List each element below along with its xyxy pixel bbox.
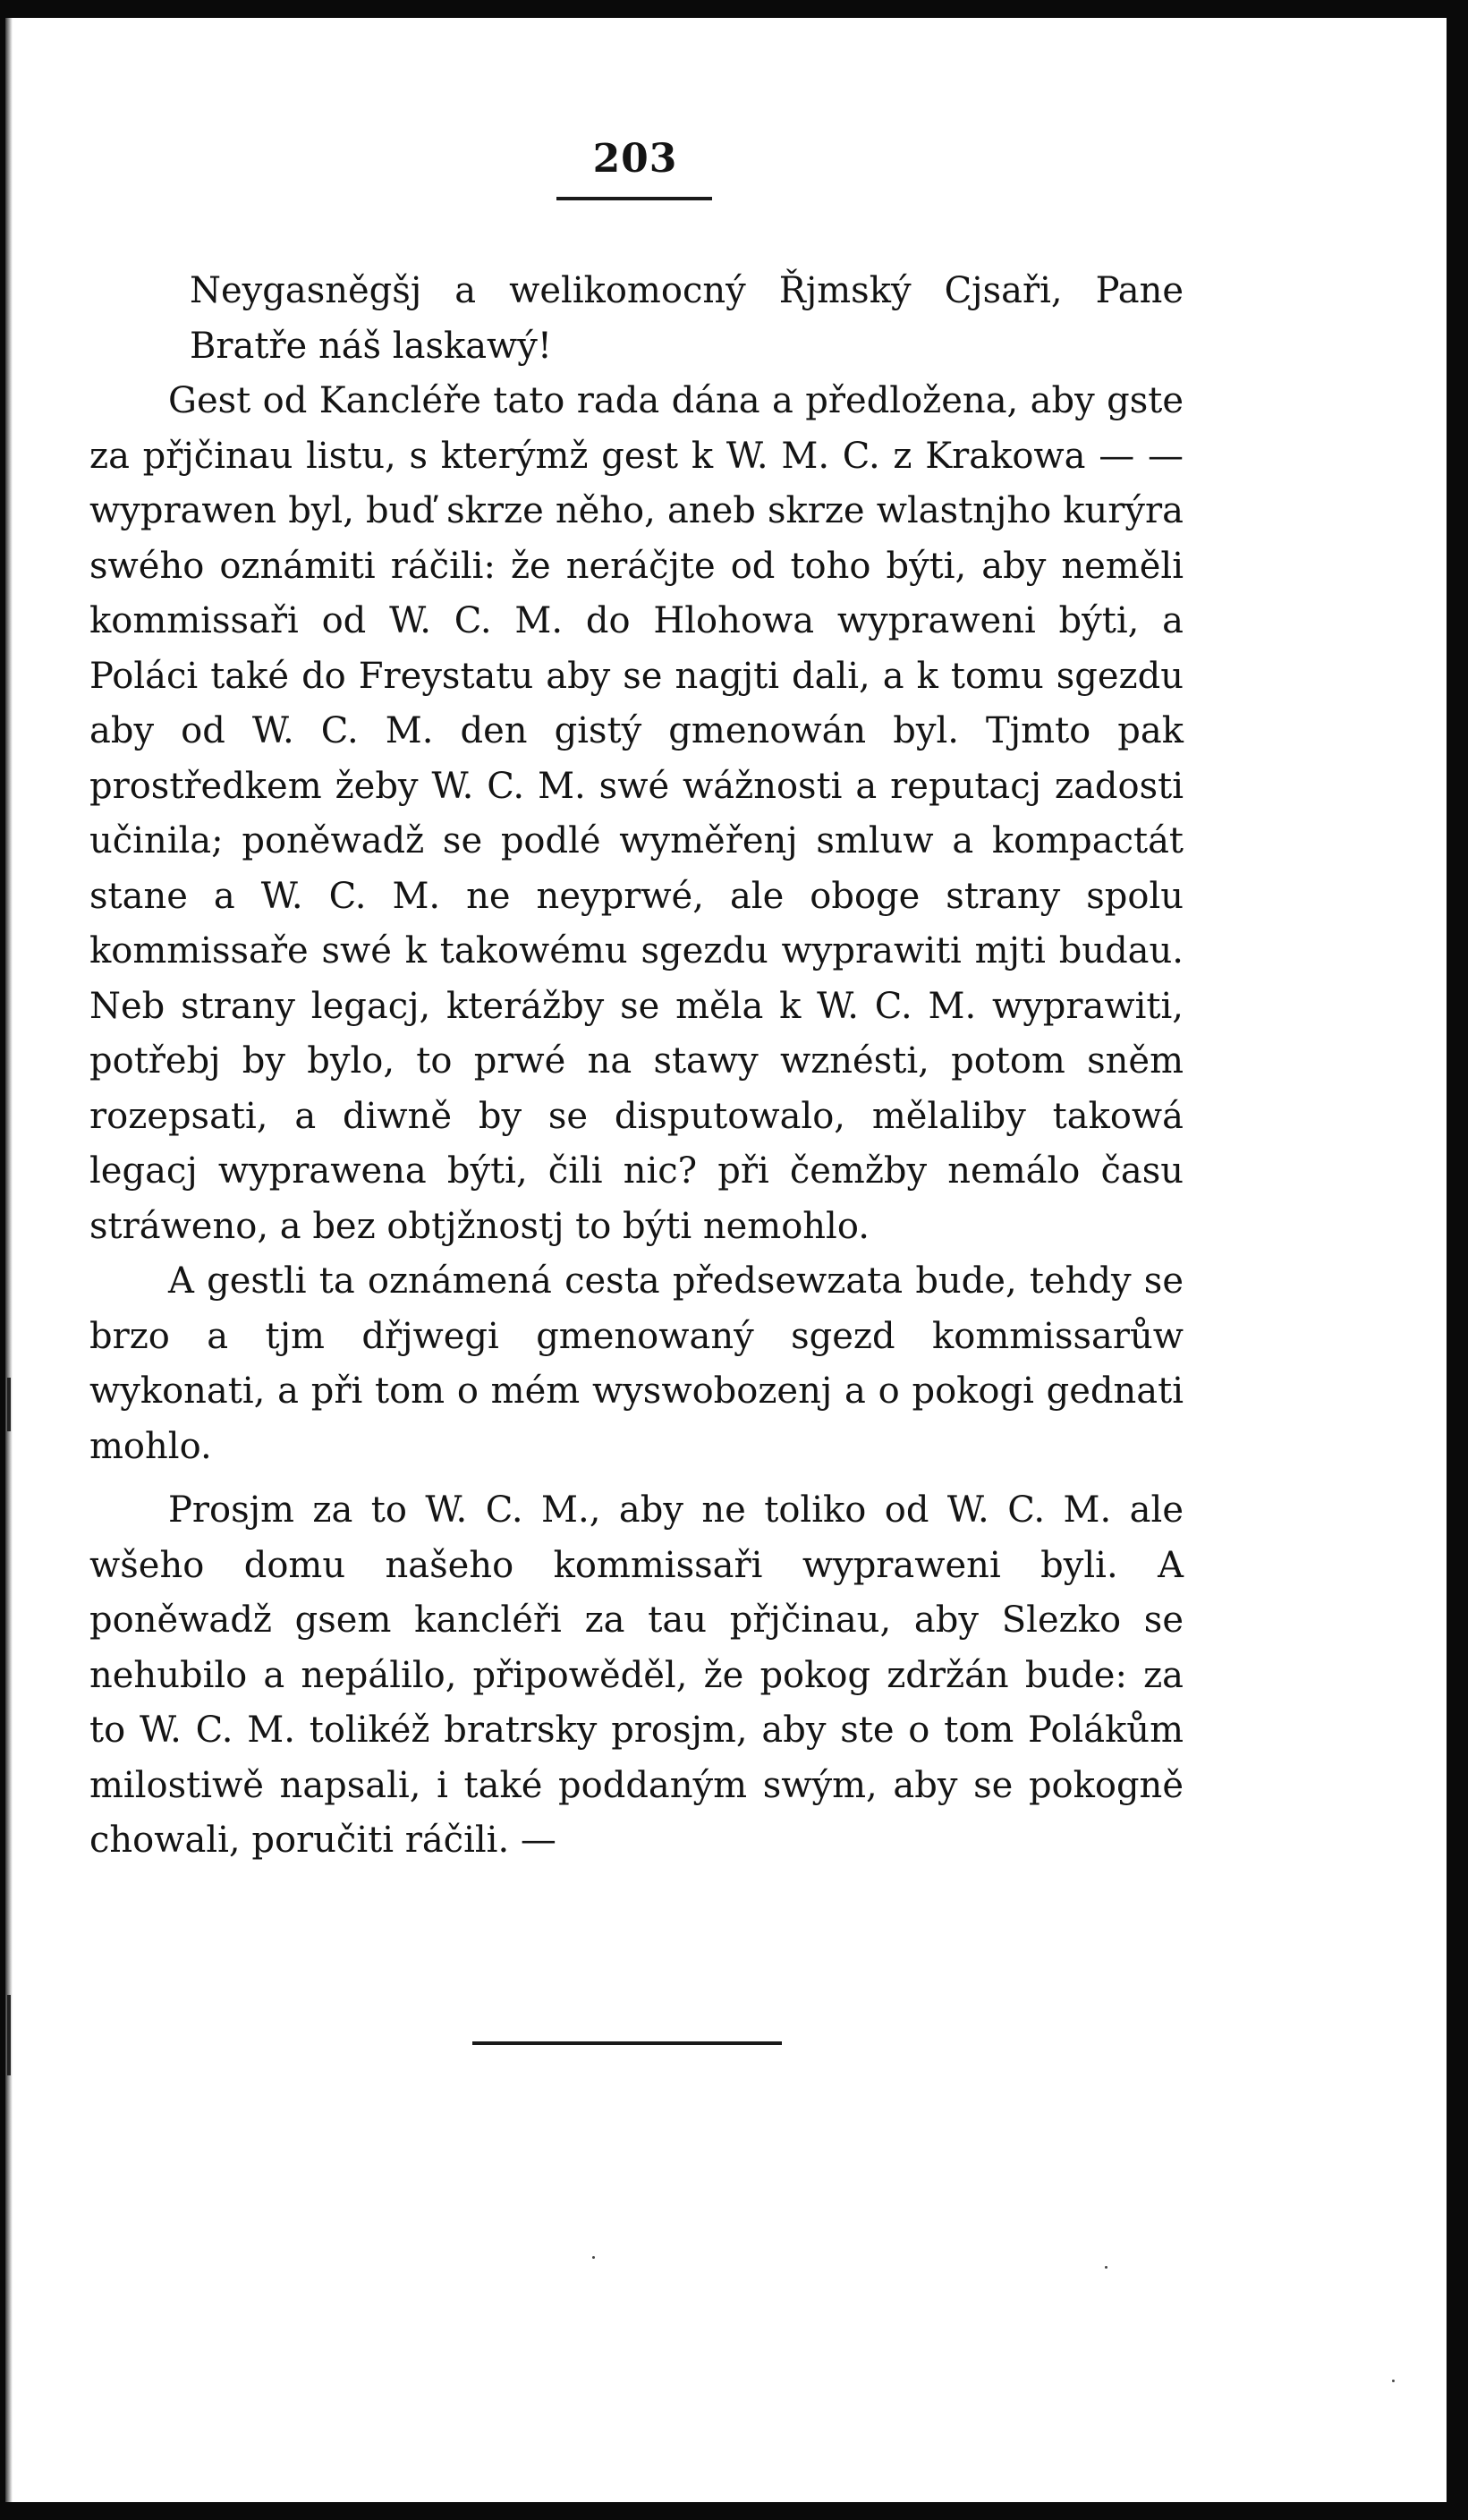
salutation-paragraph: Neygasněgšj a welikomocný Řjmský Cjsaři, Pane Bratře náš laskawý! bbox=[190, 270, 1184, 367]
paragraph: Gest od Kancléře tato rada dána a předložena, aby gste za přjčinau listu, s kterýmž gest k W. M. C. z Krakowa — — wyprawen byl, buď skrze něho, aneb skrze wlastnjho kurýra swého oznámiti ráčili: že neráčjte od toho býti, aby neměli kommissaři od W. C. M. do Hlohowa wypraweni býti, a Poláci také do Freystatu aby se nagjti dali, a k tomu sgezdu aby od W. C. M. den gistý gmenowán byl. Tjmto pak prostředkem žeby W. C. M. swé wážnosti a reputacj zadosti učinila; poněwadž se podlé wyměřenj smluw a kompactát stane a W. C. M. ne neyprwé, ale oboge strany spolu kommissaře swé k takowému sgezdu wyprawiti mjti budau. Neb strany legacj, kterážby se měla k W. C. M. wyprawiti, potřebj by bylo, to prwé na stawy wznésti, potom sněm rozepsati, a diwně by se disputowalo, mělaliby takowá legacj wyprawena býti, čili nic? při čemžby nemálo času stráweno, a bez obtjžnostj to býti nemohlo. bbox=[89, 380, 1184, 1247]
paper-speck bbox=[592, 2256, 595, 2259]
paragraph: Prosjm za to W. C. M., aby ne toliko od W. C. M. ale wšeho domu našeho kommissaři wypraweni byli. A poněwadž gsem kancléři za tau přjčinau, aby Slezko se nehubilo a nepálilo, připowěděl, že pokog zdržán bude: za to W. C. M. tolikéž bratrsky prosjm, aby ste o tom Polákům milostiwě napsali, i také poddaným swým, aby se pokogně chowali, poručiti ráčili. — bbox=[89, 1489, 1184, 1861]
footer-rule bbox=[472, 2041, 782, 2045]
paper-speck bbox=[1105, 2266, 1107, 2269]
paper-speck bbox=[1392, 2380, 1395, 2382]
gutter-mark bbox=[7, 1378, 11, 1431]
gutter-mark bbox=[7, 1995, 11, 2075]
page-number: 203 bbox=[592, 136, 678, 182]
binding-shadow bbox=[5, 18, 13, 2502]
paragraph: A gestli ta oznámená cesta předsewzata bude, tehdy se brzo a tjm dřjwegi gmenowaný sgezd kommissarůw wykonati, a při tom o mém wyswobozenj a o pokogi gednati mohlo. bbox=[89, 1260, 1184, 1467]
body-text bbox=[89, 264, 1184, 1869]
header-rule bbox=[556, 197, 712, 200]
